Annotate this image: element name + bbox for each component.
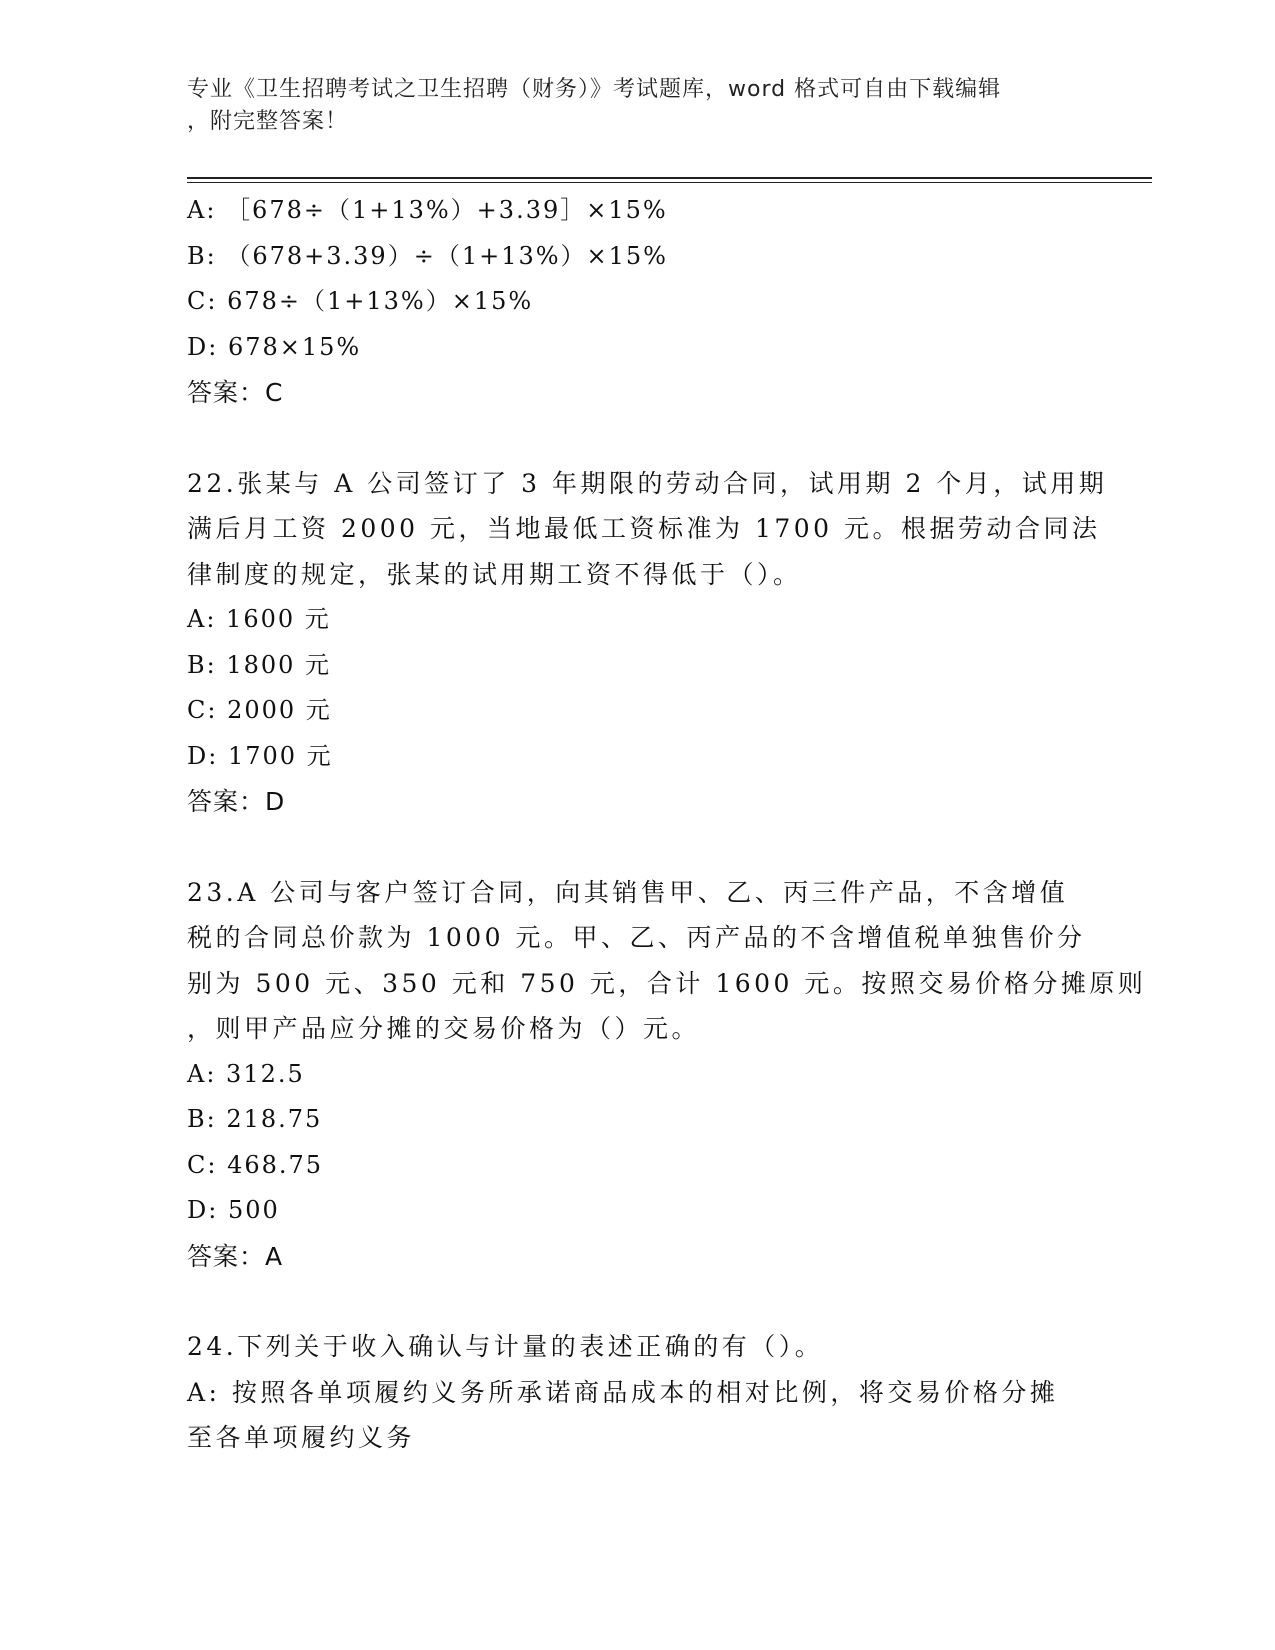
option-c: C: 2000 元 <box>187 696 332 724</box>
option-b: B: 1800 元 <box>187 650 332 679</box>
question-23 <box>187 870 1147 1280</box>
question-22 <box>187 461 1108 825</box>
header-rule-thin <box>187 182 1152 183</box>
option-a: A: 按照各单项履约义务所承诺商品成本的相对比例，将交易价格分摊 <box>187 1377 1059 1407</box>
header-line-1: 专业《卫生招聘考试之卫生招聘（财务）》考试题库，word 格式可自由下载编辑 <box>187 77 1002 102</box>
question-stem-line: 24.下列关于收入确认与计量的表述正确的有（）。 <box>187 1332 824 1361</box>
spacer <box>187 825 1087 870</box>
option-c: C: 678÷（1+13%）×15% <box>187 287 534 315</box>
question-stem-line: 别为 500 元、350 元和 750 元，合计 1600 元。按照交易价格分摊原则 <box>187 968 1147 998</box>
option-b: B: 218.75 <box>187 1105 323 1133</box>
question-stem-line: 22.张某与 A 公司签订了 3 年期限的劳动合同，试用期 2 个月，试用期 <box>187 468 1108 498</box>
question-24 <box>187 1324 1087 1461</box>
answer: 答案：D <box>187 787 286 816</box>
option-d: D: 1700 元 <box>187 741 333 770</box>
option-a: A: ［678÷（1+13%）+3.39］×15% <box>187 196 668 224</box>
page-header <box>187 74 1067 138</box>
spacer <box>187 1279 1087 1324</box>
option-a-continued: 至各单项履约义务 <box>187 1423 416 1452</box>
question-stem-line: 23.A 公司与客户签订合同，向其销售甲、乙、丙三件产品，不含增值 <box>187 877 1069 907</box>
option-d: D: 500 <box>187 1196 280 1224</box>
option-d: D: 678×15% <box>187 332 362 361</box>
question-21 <box>187 188 1087 416</box>
option-c: C: 468.75 <box>187 1150 324 1179</box>
header-rule-thick <box>187 177 1152 179</box>
header-line-2: ，附完整答案！ <box>187 109 349 134</box>
question-stem-line: 满后月工资 2000 元，当地最低工资标准为 1700 元。根据劳动合同法 <box>187 514 1101 543</box>
question-stem-line: 律制度的规定，张某的试用期工资不得低于（）。 <box>187 559 802 589</box>
answer: 答案：A <box>187 1241 284 1271</box>
question-stem-line: 税的合同总价款为 1000 元。甲、乙、丙产品的不含增值税单独售价分 <box>187 923 1086 952</box>
option-b: B: （678+3.39）÷（1+13%）×15% <box>187 241 668 270</box>
document-body <box>187 188 1147 1461</box>
answer: 答案：C <box>187 378 284 407</box>
option-a: A: 1600 元 <box>187 605 331 633</box>
spacer <box>187 416 1087 461</box>
option-a: A: 312.5 <box>187 1059 305 1088</box>
question-stem-line: ，则甲产品应分摊的交易价格为（）元。 <box>187 1014 701 1043</box>
